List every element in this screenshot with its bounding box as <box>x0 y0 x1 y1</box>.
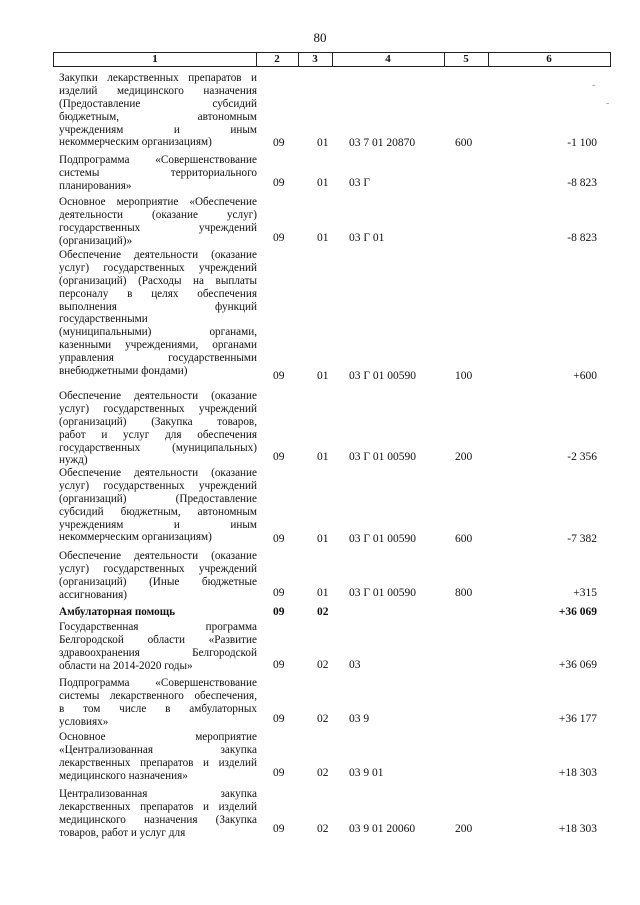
subsection-code: 01 <box>317 137 329 149</box>
row-description <box>59 249 257 378</box>
amount-change: -8 823 <box>567 177 597 189</box>
subsection-code: 01 <box>317 370 329 382</box>
description-line: управления государственными <box>59 352 257 365</box>
scan-speck: - <box>592 80 596 91</box>
description-line: государственными <box>59 313 148 326</box>
description-line: Амбулаторная помощь <box>59 606 176 618</box>
target-article-code: 03 9 01 <box>349 767 384 779</box>
section-code: 09 <box>273 606 285 618</box>
description-line: Обеспечение деятельности (оказание <box>59 467 257 479</box>
section-code: 09 <box>273 713 285 725</box>
target-article-code: 03 Г <box>349 177 371 189</box>
subsection-code: 01 <box>317 587 329 599</box>
subsection-code: 01 <box>317 451 329 463</box>
subsection-code: 02 <box>317 606 329 618</box>
target-article-code: 03 <box>349 659 361 671</box>
description-line: системы лекарственного обеспечения, <box>59 689 257 702</box>
row-description <box>59 621 257 673</box>
amount-change: +315 <box>573 587 597 599</box>
description-line: выполнения функций <box>59 300 257 313</box>
description-line: лекарственных препаратов и изделий <box>59 756 257 769</box>
page-number: 80 <box>313 30 327 45</box>
description-line: (муниципальными) органами, <box>59 326 257 339</box>
header-col-4: 4 <box>332 53 445 66</box>
description-line: казенными учреждениями, органами <box>59 339 257 352</box>
description-line: Обеспечение деятельности (оказание <box>59 550 257 562</box>
description-line: бюджетным, автономным <box>59 110 257 123</box>
target-article-code: 03 Г 01 00590 <box>349 451 417 463</box>
description-line: медицинского назначения» <box>59 769 188 782</box>
row-description <box>59 677 257 729</box>
description-line: (организаций)» <box>59 234 133 247</box>
expense-type-code: 800 <box>455 587 473 599</box>
description-line: Белгородской области «Развитие <box>59 633 257 646</box>
row-description <box>59 731 257 783</box>
description-line: области на 2014-2020 годы» <box>59 659 193 672</box>
subsection-code: 01 <box>317 232 329 244</box>
description-line: в том числе в амбулаторных <box>59 702 257 715</box>
description-line: товаров, работ и услуг для <box>59 826 186 839</box>
amount-change: +18 303 <box>558 823 597 835</box>
amount-change: +18 303 <box>558 767 597 779</box>
row-description <box>59 390 257 467</box>
description-line: (организаций) (Закупка товаров, <box>59 415 257 428</box>
description-line: планирования» <box>59 179 132 192</box>
target-article-code: 03 Г 01 <box>349 232 385 244</box>
target-article-code: 03 Г 01 00590 <box>349 370 417 382</box>
row-description <box>59 467 257 544</box>
expense-type-code: 200 <box>455 451 473 463</box>
description-line: внебюджетными фондами) <box>59 365 188 378</box>
description-line: «Централизованная закупка <box>59 743 257 756</box>
amount-change: +36 177 <box>558 713 597 725</box>
description-line: услуг) государственных учреждений <box>59 261 257 274</box>
description-line: изделий медицинского назначения <box>59 84 257 97</box>
description-line: условиях» <box>59 715 109 728</box>
section-code: 09 <box>273 177 285 189</box>
expense-type-code: 200 <box>455 823 473 835</box>
expense-type-code: 600 <box>455 533 473 545</box>
amount-change: +36 069 <box>558 659 597 671</box>
description-line: субсидий бюджетным, автономным <box>59 505 257 518</box>
description-line: учреждениям и иным <box>59 518 257 531</box>
description-line: государственных учреждений <box>59 221 257 234</box>
description-line: Обеспечение деятельности (оказание <box>59 249 257 261</box>
amount-change: -1 100 <box>567 137 597 149</box>
amount-change: -8 823 <box>567 232 597 244</box>
description-line: нужд) <box>59 454 88 467</box>
description-line: работ и услуг для обеспечения <box>59 428 257 441</box>
target-article-code: 03 Г 01 00590 <box>349 587 417 599</box>
description-line: Государственная программа <box>59 621 257 633</box>
subsection-code: 02 <box>317 659 329 671</box>
description-line: системы территориального <box>59 166 257 179</box>
subsection-code: 02 <box>317 713 329 725</box>
subsection-code: 01 <box>317 533 329 545</box>
subsection-code: 01 <box>317 177 329 189</box>
section-code: 09 <box>273 137 285 149</box>
description-line: Закупки лекарственных препаратов и <box>59 72 257 84</box>
row-description <box>59 154 257 193</box>
header-col-6: 6 <box>546 53 552 65</box>
description-line: персоналу в целях обеспечения <box>59 287 257 300</box>
description-line: учреждениям и иным <box>59 123 257 136</box>
description-line: (организаций) (Иные бюджетные <box>59 575 257 588</box>
target-article-code: 03 9 01 20060 <box>349 823 416 835</box>
row-description <box>59 550 257 602</box>
scan-speck: - <box>606 98 610 109</box>
section-code: 09 <box>273 587 285 599</box>
subsection-code: 02 <box>317 767 329 779</box>
description-line: услуг) государственных учреждений <box>59 402 257 415</box>
target-article-code: 03 Г 01 00590 <box>349 533 417 545</box>
section-code: 09 <box>273 659 285 671</box>
description-line: деятельности (оказание услуг) <box>59 208 257 221</box>
row-description <box>59 72 257 149</box>
description-line: Обеспечение деятельности (оказание <box>59 390 257 402</box>
description-line: услуг) государственных учреждений <box>59 479 257 492</box>
description-line: ассигнования) <box>59 588 127 601</box>
section-code: 09 <box>273 451 285 463</box>
section-code: 09 <box>273 823 285 835</box>
section-code: 09 <box>273 232 285 244</box>
description-line: лекарственных препаратов и изделий <box>59 800 257 813</box>
description-line: здравоохранения Белгородской <box>59 646 257 659</box>
section-code: 09 <box>273 767 285 779</box>
amount-change: +36 069 <box>558 606 597 618</box>
description-line: Подпрограмма «Совершенствование <box>59 154 257 166</box>
amount-change: +600 <box>573 370 597 382</box>
header-col-1: 1 <box>54 53 257 66</box>
description-line: услуг) государственных учреждений <box>59 562 257 575</box>
row-description <box>59 606 257 619</box>
expense-type-code: 100 <box>455 370 473 382</box>
header-col-3: 3 <box>298 53 333 66</box>
description-line: медицинского назначения (Закупка <box>59 813 257 826</box>
table-header <box>53 52 611 67</box>
description-line: Основное мероприятие <box>59 731 257 743</box>
subsection-code: 02 <box>317 823 329 835</box>
header-col-5: 5 <box>444 53 489 66</box>
description-line: (организаций) (Расходы на выплаты <box>59 274 257 287</box>
description-line: Централизованная закупка <box>59 788 257 800</box>
target-article-code: 03 9 <box>349 713 370 725</box>
row-description <box>59 788 257 840</box>
section-code: 09 <box>273 370 285 382</box>
description-line: Подпрограмма «Совершенствование <box>59 677 257 689</box>
description-line: некоммерческим организациям) <box>59 136 212 149</box>
description-line: некоммерческим организациям) <box>59 531 212 544</box>
expense-type-code: 600 <box>455 137 473 149</box>
header-col-2: 2 <box>256 53 299 66</box>
description-line: Основное мероприятие «Обеспечение <box>59 196 257 208</box>
description-line: (организаций) (Предоставление <box>59 492 257 505</box>
section-code: 09 <box>273 533 285 545</box>
description-line: государственных (муниципальных) <box>59 441 257 454</box>
row-description <box>59 196 257 248</box>
amount-change: -2 356 <box>567 451 597 463</box>
amount-change: -7 382 <box>567 533 597 545</box>
description-line: (Предоставление субсидий <box>59 97 257 110</box>
target-article-code: 03 7 01 20870 <box>349 137 416 149</box>
